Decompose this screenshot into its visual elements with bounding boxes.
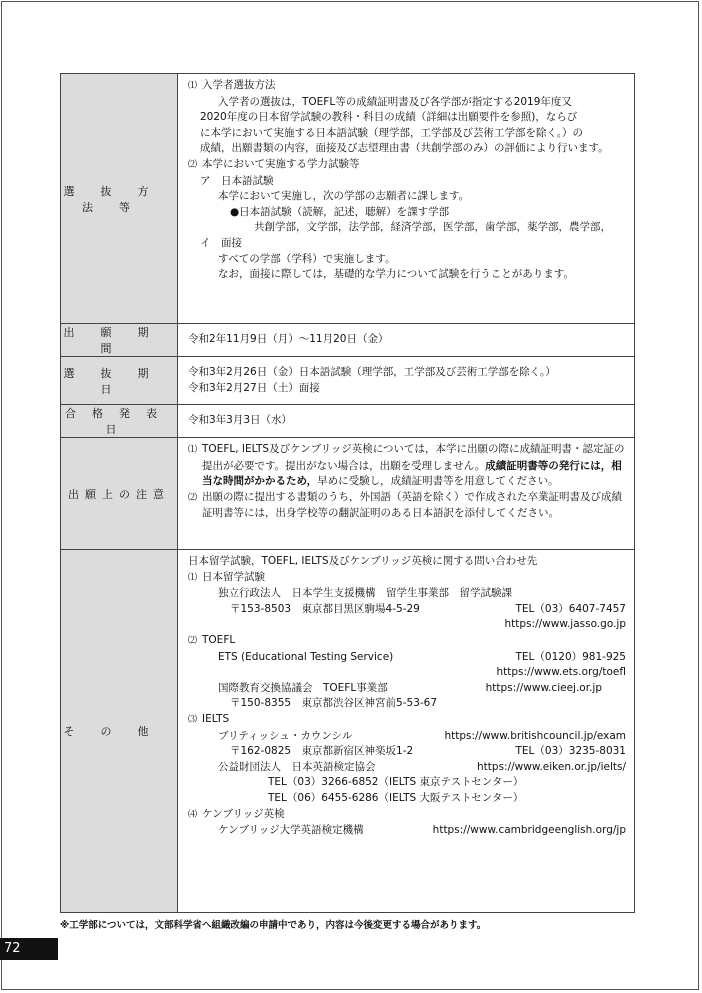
label-selection-dates: 選抜期日 bbox=[61, 357, 178, 405]
table-row-notes bbox=[61, 438, 635, 550]
footnote: ※工学部については，文部科学省へ組織改編の申請中であり，内容は今後変更する場合があります。 bbox=[60, 920, 487, 931]
application-period-value: 令和2年11月9日（月）～11月20日（金） bbox=[178, 324, 635, 357]
table-row-announcement bbox=[61, 405, 635, 438]
label-application-period: 出願期間 bbox=[61, 324, 178, 357]
notes-content: ⑴ TOEFL, IELTS及びケンブリッジ英検については，本学に出願の際に成績証明書・認定証の提出が必要です。提出がない場合は，出願を受理しません。成績証明書等の発行には，相当な時間がかかるため，早めに受験し，成績証明書等を用意してください。 ⑵ 出願の際に提出する書類のうち，外国語（英語を除く）で作成された卒業証明書及び成績証明書等には，出身学校等の翻訳証明のある日本語訳を添付してください。 bbox=[178, 438, 635, 550]
label-other: その他 bbox=[61, 550, 178, 913]
table-row-other bbox=[61, 550, 635, 913]
label-announcement: 合格発表日 bbox=[61, 405, 178, 438]
table-row-application-period bbox=[61, 324, 635, 357]
other-content: 日本留学試験，TOEFL, IELTS及びケンブリッジ英検に関する問い合わせ先 ⑴ 日本留学試験 独立行政法人 日本学生支援機構 留学生事業部 留学試験課 〒153-8503 東京都目黒区駒場4-5-29 TEL（03）6407-7457 https://www.jasso.go.jp ⑵ TOEFL ETS (Educational Testing Service) TEL（0120）981-925 https://www.ets.org/toefl 国際教育交換協議会 TOEFL事業部 https://www.cieej.or.jp 〒150-8355 東京都渋谷区神宮前5-53-67 ⑶ IELTS ブリティッシュ・カウンシル https://www.britishcouncil.jp/exam 〒162-0825 東京都新宿区神楽坂1-2 TEL（03）3235-8031 公益財団法人 日本英語検定協会 https://www.eiken.or.jp/ielts/ TEL（03）3266-6852（IELTS 東京テストセンター） TEL（06）6455-6286（IELTS 大阪テストセンター） ⑷ ケンブリッジ英検 ケンブリッジ大学英語検定機構 https://www.cambridgeenglish.org/jp bbox=[178, 550, 635, 913]
label-selection: 選抜方法等 bbox=[61, 74, 178, 324]
admission-info-table bbox=[60, 73, 635, 913]
label-notes: 出願上の注意 bbox=[61, 438, 178, 550]
page-number: 72 bbox=[0, 938, 58, 960]
table-row-selection bbox=[61, 74, 635, 324]
table-row-selection-dates bbox=[61, 357, 635, 405]
announcement-value: 令和3年3月3日（水） bbox=[178, 405, 635, 438]
selection-dates-value: 令和3年2月26日（金）日本語試験（理学部，工学部及び芸術工学部を除く。） 令和3年2月27日（土）面接 bbox=[178, 357, 635, 405]
selection-content: ⑴ 入学者選抜方法 入学者の選抜は，TOEFL等の成績証明書及び各学部が指定する2019年度又 2020年度の日本留学試験の教科・科目の成績（詳細は出願要件を参照)，ならび に本学において実施する日本語試験（理学部，工学部及び芸術工学部を除く。）の 成績，出願書類の内容，面接及び志望理由書（共創学部のみ）の評価により行います。 ⑵ 本学において実施する学力試験等 ア 日本語試験 本学において実施し，次の学部の志願者に課します。 ●日本語試験（読解，記述，聴解）を課す学部 共創学部，文学部，法学部，経済学部，医学部，歯学部，薬学部，農学部， イ 面接 すべての学部（学科）で実施します。 なお，面接に際しては，基礎的な学力について試験を行うことがあります。 bbox=[178, 74, 635, 324]
